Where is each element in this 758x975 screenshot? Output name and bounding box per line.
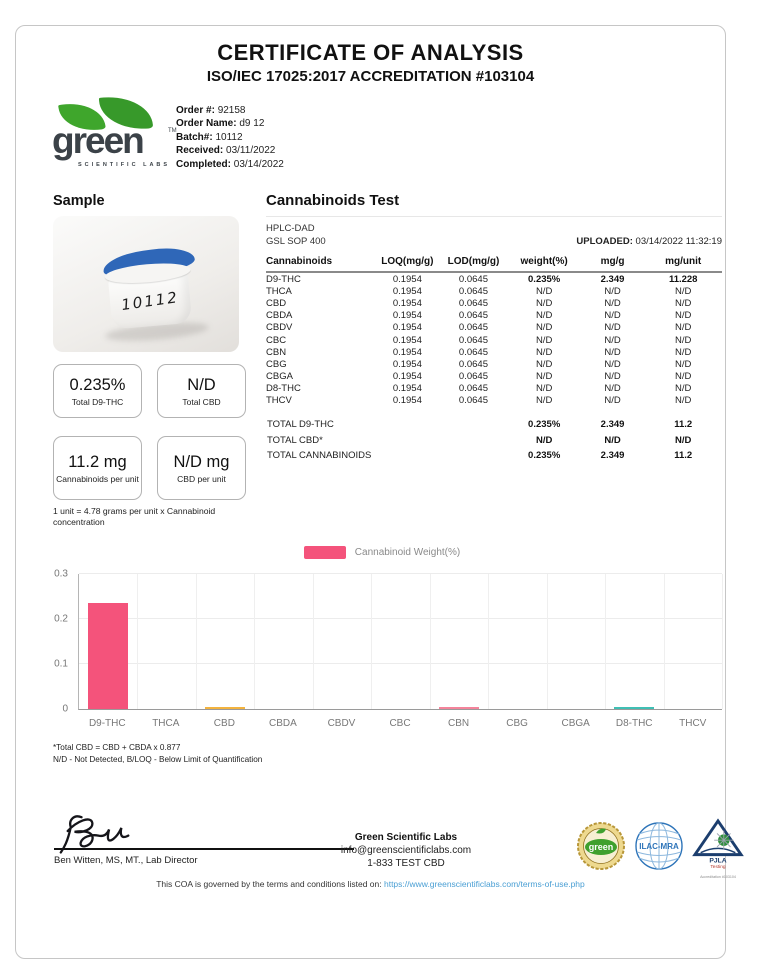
bar-CBN — [439, 707, 479, 709]
table-row — [266, 334, 722, 346]
cell-loq: 0.1954 — [392, 310, 422, 322]
totals-row — [266, 448, 722, 464]
cannabinoids-test-section — [266, 192, 722, 464]
cell-name: D8-THC — [266, 383, 301, 395]
x-tick-label: CBC — [389, 718, 411, 729]
cell-lod: 0.0645 — [458, 346, 488, 358]
cell-lod: 0.0645 — [458, 310, 488, 322]
cell-mgg: N/D — [604, 334, 621, 346]
x-tick-label: CBGA — [561, 718, 590, 729]
cell-weight: N/D — [535, 383, 553, 395]
uploaded-value: 03/14/2022 11:32:19 — [635, 235, 722, 247]
cell-mgg: N/D — [604, 297, 621, 309]
cell-mgg: N/D — [604, 346, 621, 358]
coa-card — [15, 25, 736, 959]
sample-photo — [53, 216, 239, 352]
pjla-badge-icon — [692, 818, 744, 879]
cell-mgg: N/D — [604, 358, 621, 370]
method-block — [266, 223, 722, 248]
stat-value: 0.235% — [69, 375, 126, 394]
footnote-nd: N/D - Not Detected, B/LOQ - Below Limit of Quantification — [53, 754, 263, 764]
cell-weight: N/D — [535, 334, 553, 346]
order-number-value: 92158 — [217, 105, 246, 116]
stat-label: Total CBD — [182, 396, 221, 407]
svg-text:green: green — [588, 842, 614, 852]
order-name-label: Order Name: — [176, 118, 237, 130]
sop-name: GSL SOP 400 — [266, 235, 326, 247]
svg-text:Testing: Testing — [710, 865, 726, 871]
totals-value: N/D — [675, 434, 692, 446]
totals-value: 2.349 — [600, 419, 625, 431]
col-mgunit: mg/unit — [644, 254, 722, 272]
order-info — [176, 104, 284, 171]
uploaded-label: UPLOADED: — [576, 235, 633, 247]
totals-label: TOTAL CANNABINOIDS — [267, 450, 372, 462]
logo-word: green — [52, 120, 143, 161]
cell-weight: N/D — [535, 371, 553, 383]
cell-weight: N/D — [535, 322, 553, 334]
cell-lod: 0.0645 — [458, 297, 488, 309]
table-row — [266, 297, 722, 309]
cannabinoid-table — [266, 254, 722, 407]
x-tick-label: THCA — [152, 718, 180, 729]
table-row — [266, 322, 722, 334]
cell-loq: 0.1954 — [392, 322, 422, 334]
order-name-value: d9 12 — [239, 118, 265, 130]
stat-label: Cannabinoids per unit — [56, 473, 139, 484]
cell-name: CBC — [266, 334, 287, 346]
green-certified-seal-icon — [576, 821, 626, 876]
uploaded-timestamp — [576, 236, 722, 249]
totals-value: N/D — [604, 434, 621, 446]
cell-lod: 0.0645 — [458, 334, 488, 346]
cell-loq: 0.1954 — [392, 383, 422, 395]
terms-line — [16, 879, 725, 889]
cell-loq: 0.1954 — [392, 395, 422, 407]
cell-name: CBG — [266, 358, 287, 370]
completed-label: Completed: — [176, 158, 231, 170]
bar-D8-THC — [614, 707, 654, 709]
method-name: HPLC-DAD — [266, 223, 315, 234]
table-row — [266, 383, 722, 395]
table-row — [266, 358, 722, 370]
cell-mgg: N/D — [604, 285, 621, 297]
cell-lod: 0.0645 — [458, 322, 488, 334]
cell-mgunit: N/D — [675, 334, 692, 346]
y-tick-label: 0.1 — [54, 658, 68, 670]
x-tick-label: THCV — [679, 718, 707, 729]
stat-value: N/D — [187, 375, 216, 394]
legend-label: Cannabinoid Weight(%) — [354, 546, 461, 558]
totals-label: TOTAL D9-THC — [267, 419, 334, 431]
stat-total-cbd — [157, 364, 246, 418]
cell-loq: 0.1954 — [392, 297, 422, 309]
footnotes — [53, 742, 262, 765]
terms-link[interactable]: https://www.greenscientificlabs.com/terms-of-use.php — [383, 879, 585, 889]
company-phone: 1-833 TEST CBD — [367, 858, 445, 869]
cell-lod: 0.0645 — [458, 383, 488, 395]
accreditation-badges — [576, 818, 744, 879]
table-row — [266, 346, 722, 358]
logo-tagline: SCIENTIFIC LABS — [78, 162, 171, 168]
totals-row — [266, 433, 722, 449]
x-tick-label: CBDV — [327, 718, 356, 729]
batch-label: Batch#: — [176, 131, 213, 143]
x-tick-label: CBN — [447, 718, 470, 729]
y-tick-label: 0.2 — [54, 613, 68, 625]
totals-value: N/D — [535, 434, 553, 446]
x-tick-label: CBG — [506, 718, 528, 729]
cell-mgunit: N/D — [675, 358, 692, 370]
cell-loq: 0.1954 — [392, 346, 422, 358]
svg-text:ILAC-MRA: ILAC-MRA — [639, 842, 679, 851]
cell-mgg: N/D — [604, 395, 621, 407]
col-weight: weight(%) — [508, 254, 581, 272]
handwritten-batch-number: 10112 — [120, 288, 180, 315]
cannabinoid-weight-chart — [36, 544, 728, 744]
totals-label: TOTAL CBD* — [267, 434, 323, 446]
cell-mgunit: 11.228 — [668, 273, 698, 285]
cell-name: CBDV — [266, 322, 293, 334]
footnote-total-cbd: *Total CBD = CBD + CBDA x 0.877 — [53, 743, 181, 752]
cell-weight: N/D — [535, 346, 553, 358]
totals-value: 2.349 — [600, 450, 625, 462]
cell-mgg: N/D — [604, 322, 621, 334]
stat-total-d9-thc — [53, 364, 142, 418]
y-tick-label: 0.3 — [54, 568, 68, 580]
terms-text: This COA is governed by the terms and conditions listed on: — [156, 879, 382, 889]
chart-legend — [36, 544, 728, 560]
cell-lod: 0.0645 — [458, 395, 488, 407]
cell-weight: N/D — [535, 310, 553, 322]
table-row — [266, 395, 722, 407]
col-mgg: mg/g — [581, 254, 645, 272]
received-label: Received: — [176, 145, 224, 157]
sample-container-image — [102, 246, 200, 330]
logo-trademark: TM — [168, 128, 177, 134]
company-name: Green Scientific Labs — [354, 832, 458, 843]
cell-name: CBD — [266, 297, 287, 309]
totals-body — [266, 417, 722, 464]
y-tick-label: 0 — [62, 703, 68, 715]
stat-value: N/D mg — [173, 452, 230, 471]
cell-weight: N/D — [535, 285, 553, 297]
cell-name: D9-THC — [266, 273, 301, 285]
totals-value: 11.2 — [674, 450, 693, 462]
col-lod: LOD(mg/g) — [439, 254, 507, 272]
sample-heading: Sample — [53, 193, 105, 209]
cell-name: CBDA — [266, 310, 293, 322]
cell-mgg: N/D — [604, 310, 621, 322]
cell-loq: 0.1954 — [392, 358, 422, 370]
stat-cannabinoids-per-unit — [53, 436, 142, 500]
cell-name: CBN — [266, 346, 287, 358]
cell-mgunit: N/D — [675, 322, 692, 334]
completed-value: 03/14/2022 — [233, 158, 284, 170]
table-header-row — [266, 254, 722, 272]
green-scientific-labs-logo — [52, 100, 177, 178]
company-email: info@greenscientificlabs.com — [340, 845, 472, 856]
table-row — [266, 310, 722, 322]
cell-mgunit: N/D — [675, 383, 692, 395]
cell-loq: 0.1954 — [392, 334, 422, 346]
page-title: CERTIFICATE OF ANALYSIS — [217, 40, 524, 65]
table-row — [266, 371, 722, 383]
completed-row — [176, 158, 284, 171]
lab-director-name: Ben Witten, MS, MT., Lab Director — [54, 855, 198, 866]
stat-value: 11.2 mg — [68, 452, 127, 471]
totals-value: 0.235% — [528, 419, 561, 431]
cell-loq: 0.1954 — [392, 371, 422, 383]
x-tick-label: D8-THC — [615, 718, 653, 729]
ilac-mra-badge-icon — [633, 820, 685, 877]
cell-loq: 0.1954 — [392, 273, 422, 285]
pjla-accreditation-number: Accreditation #103104 — [700, 875, 736, 879]
svg-text:PJLA: PJLA — [709, 857, 727, 865]
totals-row — [266, 417, 722, 433]
x-tick-label: CBD — [213, 718, 235, 729]
totals-value: 0.235% — [528, 450, 561, 462]
cell-lod: 0.0645 — [458, 371, 488, 383]
received-row — [176, 144, 284, 157]
cell-weight: N/D — [535, 297, 553, 309]
order-name-row — [176, 117, 284, 130]
cell-mgunit: N/D — [675, 310, 692, 322]
cell-mgg: N/D — [604, 371, 621, 383]
chart-x-labels — [78, 718, 722, 729]
col-loq: LOQ(mg/g) — [375, 254, 439, 272]
page-subtitle: ISO/IEC 17025:2017 ACCREDITATION #103104 — [206, 68, 535, 85]
summary-stats — [53, 364, 246, 500]
x-tick-label: D9-THC — [88, 718, 126, 729]
lab-contact-info — [311, 831, 501, 870]
table-row — [266, 285, 722, 297]
cell-mgunit: N/D — [675, 285, 692, 297]
batch-row — [176, 131, 284, 144]
cell-loq: 0.1954 — [392, 285, 422, 297]
bar-D9-THC — [88, 603, 128, 709]
cell-name: THCV — [266, 395, 292, 407]
stat-label: CBD per unit — [177, 473, 226, 484]
totals-value: 11.2 — [674, 419, 693, 431]
stat-label: Total D9-THC — [71, 396, 124, 407]
cannabinoid-table-body — [266, 272, 722, 407]
cell-lod: 0.0645 — [458, 273, 488, 285]
received-value: 03/11/2022 — [226, 145, 276, 157]
cell-name: THCA — [266, 285, 292, 297]
stat-cbd-per-unit — [157, 436, 246, 500]
batch-value: 10112 — [215, 131, 243, 143]
cell-lod: 0.0645 — [458, 285, 488, 297]
cell-mgunit: N/D — [675, 346, 692, 358]
cell-mgunit: N/D — [675, 395, 692, 407]
order-number-row — [176, 104, 284, 117]
cell-mgg: N/D — [604, 383, 621, 395]
cell-weight: N/D — [535, 358, 553, 370]
chart-y-labels — [36, 568, 72, 715]
chart-plot — [78, 574, 722, 710]
cell-mgunit: N/D — [675, 297, 692, 309]
unit-definition-note: 1 unit = 4.78 grams per unit x Cannabinoid concentration — [53, 506, 216, 527]
table-row — [266, 272, 722, 285]
cell-name: CBGA — [266, 371, 293, 383]
legend-swatch — [304, 546, 346, 559]
cannabinoids-test-heading: Cannabinoids Test — [266, 192, 722, 217]
cell-weight: N/D — [535, 395, 553, 407]
cell-lod: 0.0645 — [458, 358, 488, 370]
cell-weight: 0.235% — [528, 273, 561, 285]
cell-mgunit: N/D — [675, 371, 692, 383]
col-cannabinoids: Cannabinoids — [266, 254, 375, 272]
x-tick-label: CBDA — [269, 718, 297, 729]
bar-CBD — [205, 707, 245, 709]
signature-line — [54, 848, 354, 850]
totals-table — [266, 417, 722, 464]
order-number-label: Order #: — [176, 105, 215, 116]
cell-mgg: 2.349 — [600, 273, 625, 285]
